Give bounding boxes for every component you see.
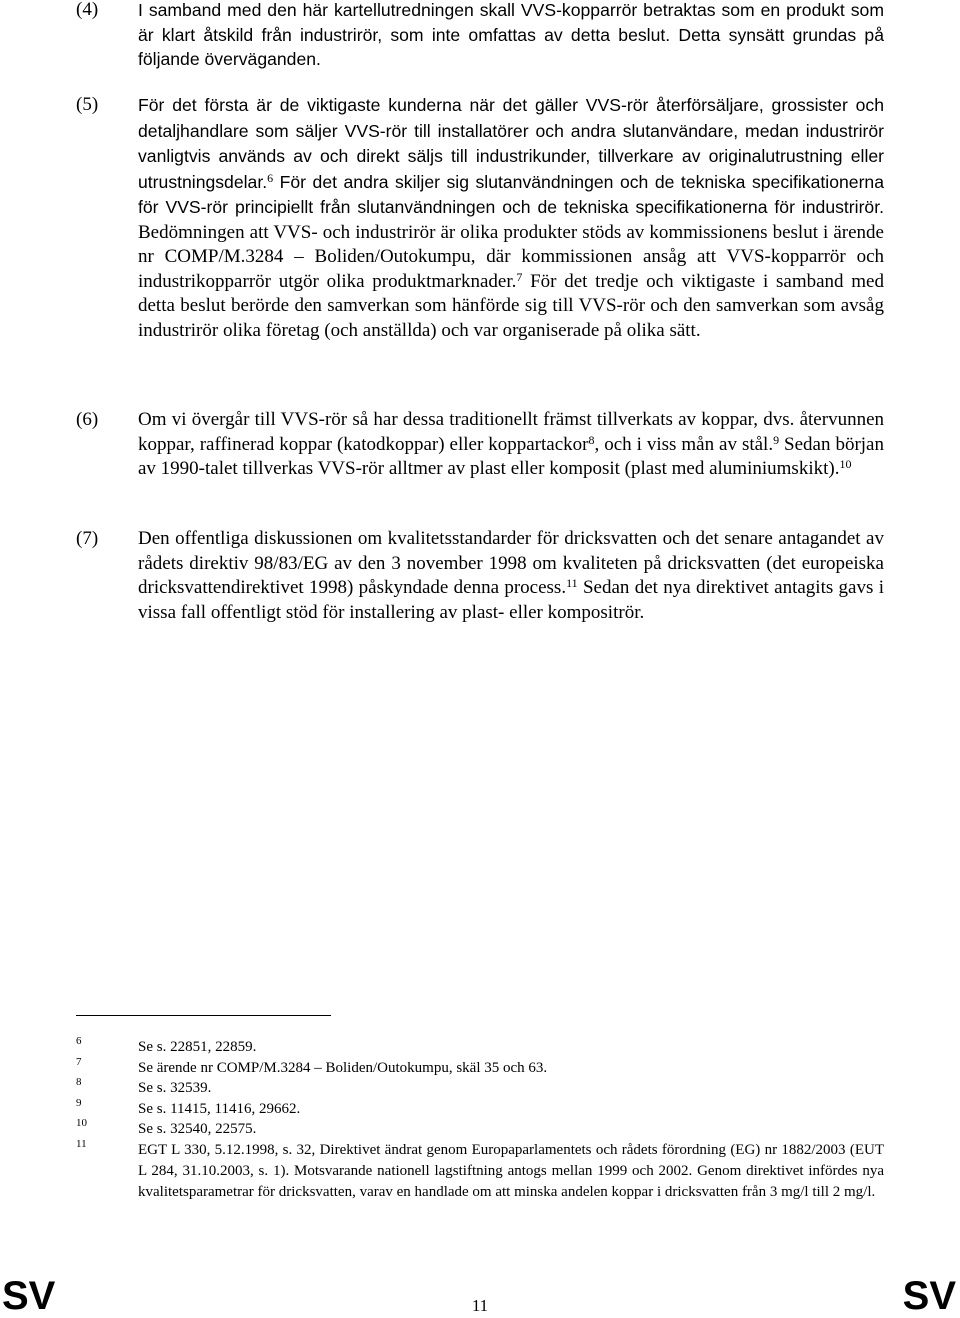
footnote-number: 8 bbox=[76, 1076, 82, 1088]
paragraph-5 bbox=[76, 93, 884, 343]
text-segment: För det andra skiljer sig slutanvändningen och de tekniska specifikationerna för VVS-rör principiellt från slutanvändningen och de tekniska specifikationerna för industrirör. bbox=[138, 171, 884, 217]
footnote-number: 11 bbox=[76, 1138, 87, 1150]
paragraph-number: (6) bbox=[76, 409, 99, 430]
text-segment: Sedan det nya direktivet antagits gavs i vissa fall offentligt stöd för installering av plast- eller kompositrör. bbox=[138, 577, 884, 623]
paragraph-text: I samband med den här kartellutredningen skall VVS-kopparrör betraktas som en produkt som är klart åtskild från industrirör, som inte omfattas av detta beslut. Detta synsätt grundas på följande överväganden. bbox=[138, 0, 884, 69]
text-segment: Bedömningen att VVS- och industrirör är olika produkter stöds av kommissionens beslut i ärende nr COMP/M.3284 – Boliden/Outokumpu, där kommissionen ansåg att VVS-kopparrör och industrikopparrör utgör olika produktmarknader. bbox=[138, 221, 884, 292]
text-segment: För det första är de viktigaste kunderna när det gäller VVS-rör återförsäljare, grossister och detaljhandlare som säljer VVS-rör till installatörer och andra slutanvändare, medan industrirör vanligtvis används av och direkt säljs till industrikunder, tillverkare av originalutrustning eller utrustningsdelar. bbox=[138, 95, 884, 192]
footnote-ref: 9 bbox=[773, 432, 780, 447]
language-code-left: SV bbox=[2, 1274, 56, 1318]
footnote-8 bbox=[76, 1078, 884, 1099]
footnote-9 bbox=[76, 1099, 884, 1120]
footnote-number: 9 bbox=[76, 1097, 82, 1109]
paragraph-4 bbox=[76, 0, 884, 72]
footnote-separator bbox=[76, 1015, 331, 1016]
footnote-text: Se s. 32539. bbox=[138, 1080, 212, 1096]
footnote-text: Se ärende nr COMP/M.3284 – Boliden/Outokumpu, skäl 35 och 63. bbox=[138, 1060, 548, 1076]
paragraph-6 bbox=[76, 408, 884, 482]
page-number: 11 bbox=[471, 1296, 489, 1315]
footnote-ref: 11 bbox=[566, 576, 578, 590]
footnote-10 bbox=[76, 1119, 884, 1140]
paragraph-text bbox=[138, 93, 884, 343]
footnote-ref: 8 bbox=[588, 432, 595, 447]
footnote-text: Se s. 32540, 22575. bbox=[138, 1121, 257, 1137]
paragraph-text bbox=[138, 527, 884, 625]
footnote-11 bbox=[76, 1140, 884, 1203]
text-segment: För det tredje och viktigaste i samband med detta beslut berörde den samverkan som hänförde sig till VVS-rör och den samverkan som avsåg industrirör olika företag (och anställda) och var organiserade på olika sätt. bbox=[138, 270, 884, 341]
footnote-text: Se s. 11415, 11416, 29662. bbox=[138, 1101, 301, 1117]
footnote-text: Se s. 22851, 22859. bbox=[138, 1039, 257, 1055]
paragraph-7 bbox=[76, 527, 884, 625]
paragraph-number: (4) bbox=[76, 0, 99, 20]
footnote-7 bbox=[76, 1058, 884, 1079]
footnote-6 bbox=[76, 1037, 884, 1058]
text-segment: , och i viss mån av stål. bbox=[594, 433, 774, 455]
footnote-text: EGT L 330, 5.12.1998, s. 32, Direktivet ändrat genom Europaparlamentets och rådets förordning (EG) nr 1882/2003 (EUT L 284, 31.10.2003, s. 1). Motsvarande nationell lagstiftning antogs mellan 1999 och 2002. Genom direktivet infördes nya kvalitetsparametrar för dricksvatten, varav en handlade om att minska andelen koppar i dricksvatten från 3 mg/l till 2 mg/l. bbox=[138, 1142, 884, 1200]
paragraph-number: (5) bbox=[76, 94, 99, 115]
language-code-right: SV bbox=[902, 1274, 956, 1318]
footnote-ref: 10 bbox=[839, 457, 852, 471]
text-segment: Om vi övergår till VVS-rör så har dessa traditionellt främst tillverkats av koppar, dvs. återvunnen koppar, raffinerad koppar (katodkoppar) eller koppartackor bbox=[138, 409, 884, 455]
text-segment: Den offentliga diskussionen om kvalitetsstandarder för dricksvatten och det senare antagandet av rådets direktiv 98/83/EG av den 3 november 1998 om kvaliteten på dricksvatten (det europeiska dricksvattendirektivet 1998) påskyndade denna process. bbox=[138, 528, 884, 598]
footnote-number: 7 bbox=[76, 1056, 82, 1068]
paragraph-text bbox=[138, 408, 884, 482]
footnote-number: 6 bbox=[76, 1035, 82, 1047]
footnote-number: 10 bbox=[76, 1117, 87, 1129]
footnote-ref: 7 bbox=[516, 269, 523, 284]
paragraph-number: (7) bbox=[76, 528, 99, 549]
footnote-ref: 6 bbox=[267, 170, 274, 185]
text-segment: Sedan början av 1990-talet tillverkas VVS-rör alltmer av plast eller komposit (plast med aluminiumskikt). bbox=[138, 433, 884, 479]
